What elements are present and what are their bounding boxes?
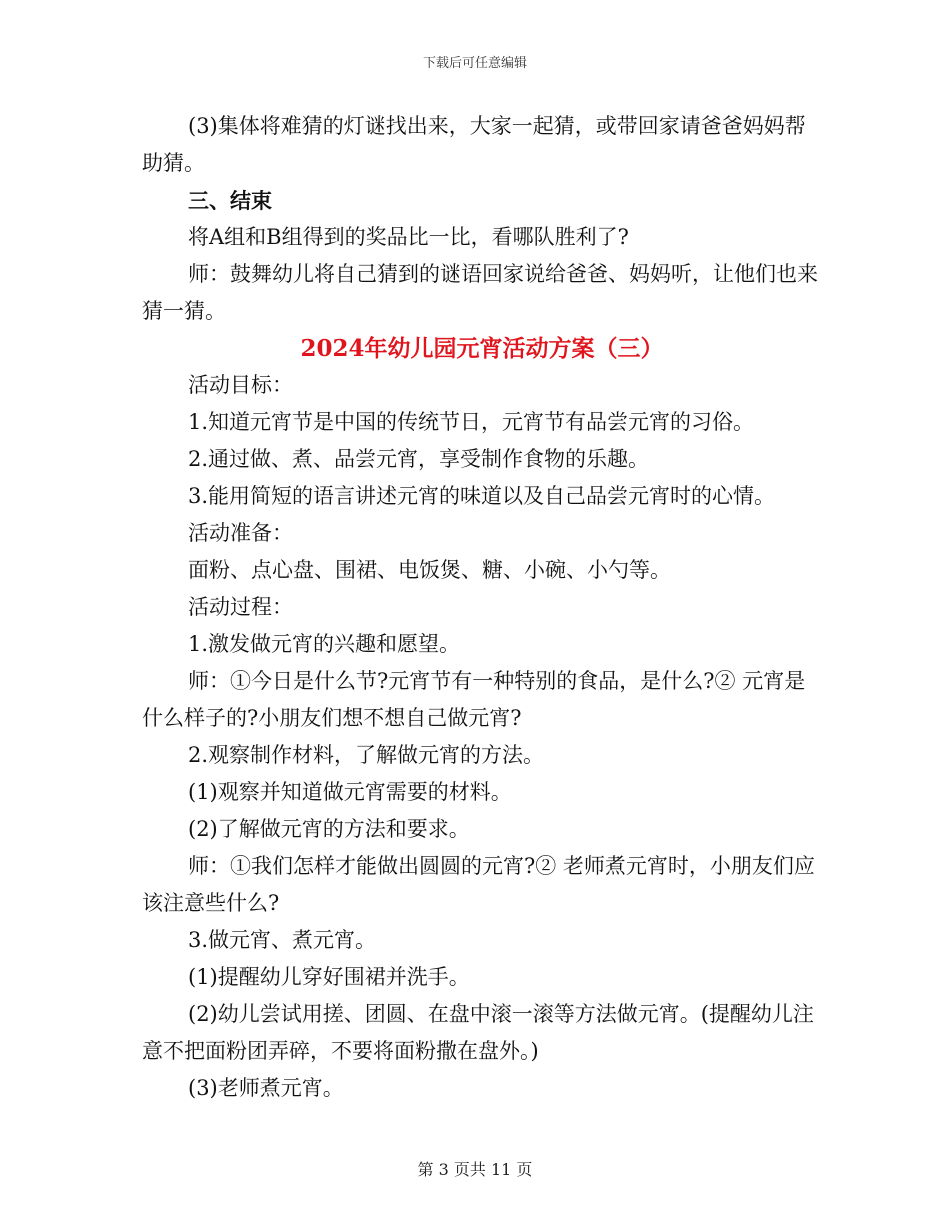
label-activity-goals: 活动目标：	[188, 373, 293, 397]
process-step-1: 1.激发做元宵的兴趣和愿望。	[188, 632, 461, 656]
paragraph-teacher-encourage: 师：鼓舞幼儿将自己猜到的谜语回家说给爸爸、妈妈听，让他们也来猜一猜。	[142, 262, 818, 323]
paragraph-riddle-group: (3)集体将难猜的灯谜找出来，大家一起猜，或带回家请爸爸妈妈帮助猜。	[142, 114, 806, 175]
process-step-2: 2.观察制作材料，了解做元宵的方法。	[188, 743, 545, 767]
page-footer: 第 3 页共 11 页	[417, 1160, 533, 1179]
prep-items: 面粉、点心盘、围裙、电饭煲、糖、小碗、小勺等。	[188, 558, 671, 582]
process-step-2-sub-2: (2)了解做元宵的方法和要求。	[188, 817, 470, 841]
document-title: 2024年幼儿园元宵活动方案（三）	[300, 335, 664, 362]
goal-item-3: 3.能用简短的语言讲述元宵的味道以及自己品尝元宵时的心情。	[188, 484, 776, 508]
process-step-2-teacher: 师：①我们怎样才能做出圆圆的元宵?② 老师煮元宵时，小朋友们应该注意些什么?	[142, 854, 815, 915]
page-header: 下载后可任意编辑	[422, 56, 527, 71]
paragraph-compare-prizes: 将A组和B组得到的奖品比一比，看哪队胜利了?	[188, 225, 629, 249]
label-activity-process: 活动过程：	[188, 595, 293, 619]
process-step-2-sub-1: (1)观察并知道做元宵需要的材料。	[188, 780, 512, 804]
process-step-3: 3.做元宵、煮元宵。	[188, 928, 377, 952]
document-body	[142, 108, 822, 1107]
goal-item-1: 1.知道元宵节是中国的传统节日，元宵节有品尝元宵的习俗。	[188, 410, 755, 434]
goal-item-2: 2.通过做、煮、品尝元宵，享受制作食物的乐趣。	[188, 447, 650, 471]
process-step-3-sub-1: (1)提醒幼儿穿好围裙并洗手。	[188, 965, 470, 989]
section-heading-end: 三、结束	[188, 188, 272, 213]
process-step-1-teacher: 师：①今日是什么节?元宵节有一种特别的食品，是什么?② 元宵是什么样子的?小朋友们想不想自己做元宵?	[142, 669, 806, 730]
label-activity-prep: 活动准备：	[188, 521, 293, 545]
process-step-3-sub-2: (2)幼儿尝试用搓、团圆、在盘中滚一滚等方法做元宵。(提醒幼儿注意不把面粉团弄碎，不要将面粉撒在盘外。)	[142, 1002, 814, 1063]
process-step-3-sub-3: (3)老师煮元宵。	[188, 1076, 344, 1100]
